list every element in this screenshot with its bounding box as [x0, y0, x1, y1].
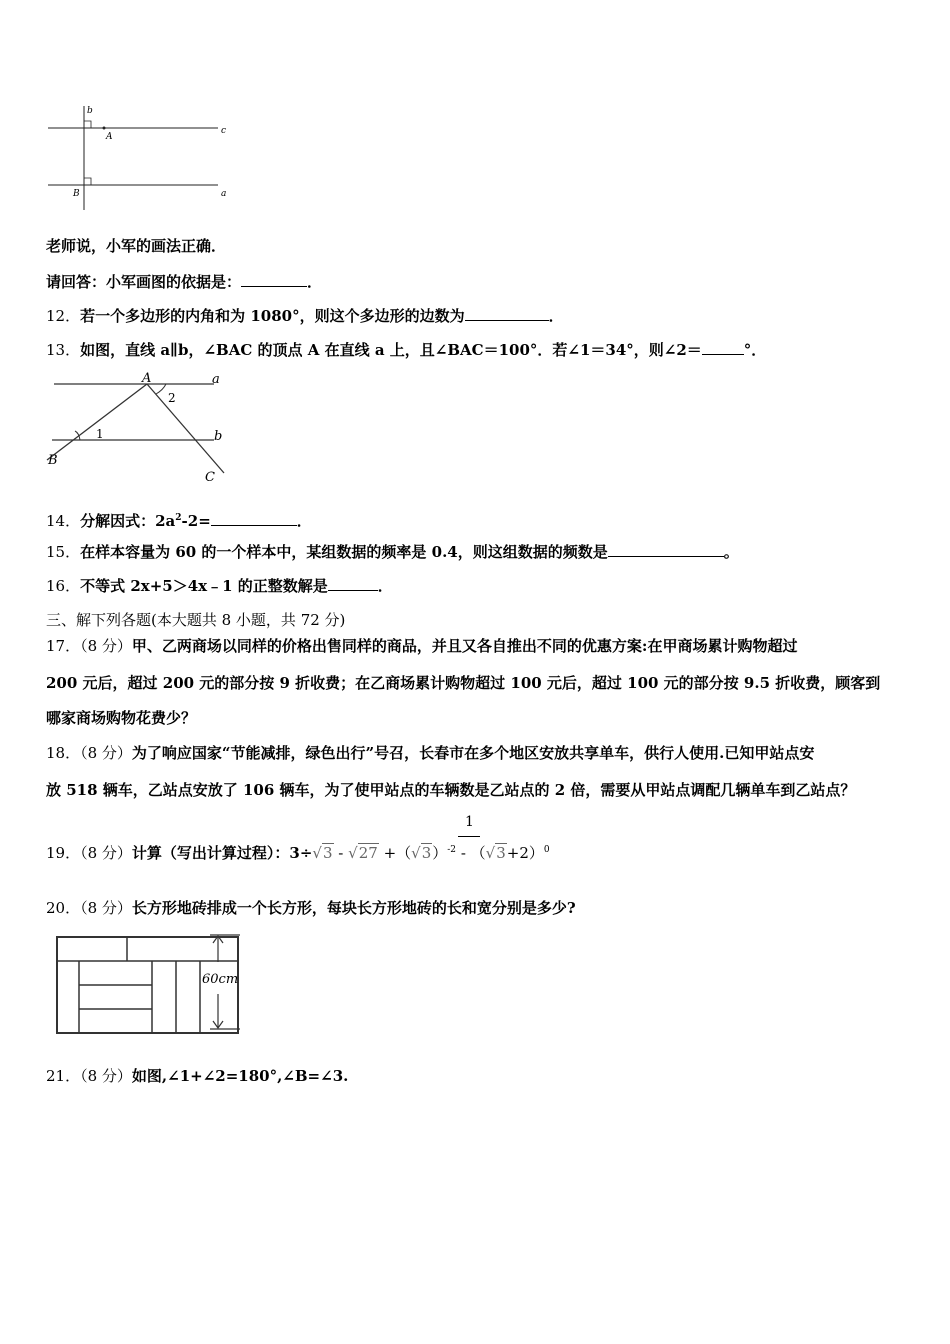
sqrt-27: √27 [348, 844, 378, 862]
q14-blank[interactable] [211, 511, 297, 526]
label-c: c [221, 126, 227, 136]
label-b: b [214, 429, 223, 444]
question-17-line-2: 200 元后，超过 200 元的部分按 9 折收费；在乙商场累计购物超过 100 元后，超过 100 元的部分按 9.5 折收费，顾客到 [46, 674, 881, 692]
question-14: 14．分解因式：$2a^2-2=$ ． [46, 512, 312, 530]
question-20: 20．（8 分）长方形地砖排成一个长方形，每块长方形地砖的长和宽分别是多少? [46, 899, 576, 917]
right-angle-mark-bottom [84, 178, 91, 185]
right-angle-mark-top [84, 121, 91, 128]
label-A: A [142, 371, 152, 386]
figure-perpendicular-lines [40, 100, 240, 215]
section-3-heading: 三、解下列各题(本大题共 8 小题，共 72 分) [46, 611, 346, 629]
question-13: 13．如图，直线 a∥b，∠BAC 的顶点 A 在直线 a 上，且∠BAC＝100°．若∠1＝34°，则∠2＝ °． [46, 341, 767, 359]
question-21: 21．（8 分）如图,∠1+∠2=180°,∠B=∠3. [46, 1067, 349, 1085]
dimension-label: 60cm [202, 972, 239, 987]
q12-blank[interactable] [465, 306, 549, 321]
question-17-line-1: 17．（8 分）甲、乙两商场以同样的价格出售同样的商品，并且又各自推出不同的优惠方案:在甲商场累计购物超过 [46, 637, 798, 655]
figure-tiles [50, 928, 250, 1040]
figure-parallel-lines-angle [44, 368, 244, 488]
label-2: 2 [168, 391, 176, 405]
question-19: 19．（8 分）计算（写出计算过程）：$3\div√3 - √27 +(√3)^{-2} - (√3+2)^0$ [46, 844, 550, 862]
q13-blank[interactable] [702, 340, 744, 355]
question-12: 12．若一个多边形的内角和为 1080°，则这个多边形的边数为 ． [46, 307, 564, 325]
q19-fraction-numerator: 1 [465, 814, 474, 830]
label-1: 1 [96, 427, 104, 441]
question-16: 16．不等式 2x+5＞4x﹣1 的正整数解是 ． [46, 577, 393, 595]
sqrt-3: √3 [312, 844, 333, 862]
label-a: a [212, 372, 220, 387]
line-AC [147, 384, 224, 473]
line-AB [47, 384, 147, 460]
question-15: 15．在样本容量为 60 的一个样本中，某组数据的频率是 0.4，则这组数据的频数是 。 [46, 543, 739, 561]
label-B: B [73, 189, 80, 199]
label-C: C [205, 470, 215, 485]
answer-blank[interactable] [241, 272, 307, 287]
q16-blank[interactable] [328, 576, 378, 591]
question-18-line-2: 放 518 辆车，乙站点安放了 106 辆车，为了使甲站点的车辆数是乙站点的 2 倍，需要从甲站点调配几辆单车到乙站点？ [46, 781, 856, 799]
label-A: A [106, 132, 113, 142]
label-a: a [221, 189, 227, 199]
angle-2-arc [156, 384, 166, 394]
question-17-line-3: 哪家商场购物花费少？ [46, 709, 197, 727]
answer-prompt: 请回答：小军画图的依据是： ． [46, 273, 323, 291]
label-B: B [48, 453, 58, 468]
label-b: b [87, 106, 93, 116]
sqrt-3-second: √3 [485, 844, 506, 862]
q19-fraction-bar [458, 836, 480, 837]
q15-blank[interactable] [608, 542, 724, 557]
sqrt-3-denominator: √3 [411, 844, 432, 862]
point-A [103, 127, 106, 130]
teacher-statement: 老师说，小军的画法正确． [46, 237, 227, 255]
question-18-line-1: 18．（8 分）为了响应国家“节能减排，绿色出行”号召，长春市在多个地区安放共享单车，供行人使用.已知甲站点安 [46, 744, 815, 762]
